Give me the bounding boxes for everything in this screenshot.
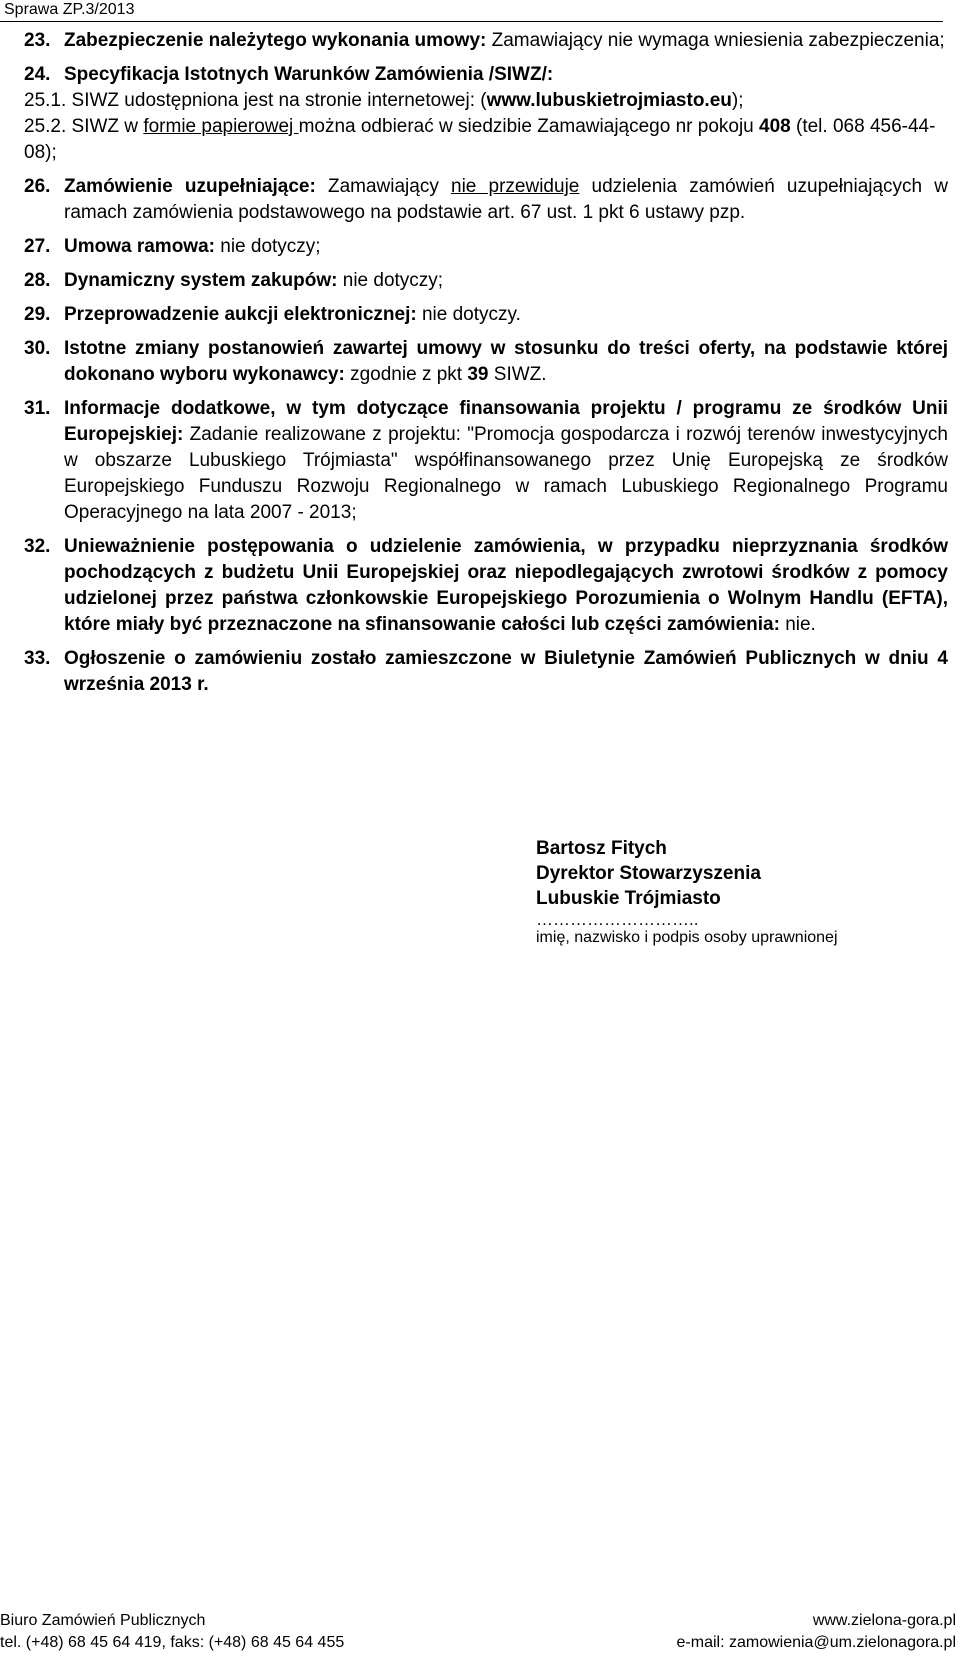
header-divider bbox=[0, 21, 943, 22]
subitem-text: można odbierać w siedzibie Zamawiającego nr pokoju bbox=[298, 116, 760, 137]
website-link[interactable]: www.lubuskietrojmiasto.eu bbox=[486, 90, 732, 111]
item-number: 31. bbox=[24, 398, 51, 419]
subitem-text: ); bbox=[731, 90, 744, 111]
item-title: Przeprowadzenie aukcji elektronicznej: bbox=[64, 304, 417, 325]
subitem-text: (tel. 068 456-44-08); bbox=[24, 116, 936, 163]
item-title: Istotne zmiany postanowień zawartej umowy w stosunku do treści oferty, na podstawie której dokonano wyboru wykonawcy: bbox=[64, 338, 948, 385]
signature-block bbox=[536, 836, 838, 949]
room-number: 408 bbox=[759, 116, 791, 137]
footer-website-link[interactable]: www.zielona-gora.pl bbox=[812, 1612, 956, 1629]
point-reference: 39 bbox=[467, 364, 489, 385]
item-number: 28. bbox=[24, 270, 51, 291]
list-item bbox=[24, 534, 948, 638]
item-title: Zamówienie uzupełniające: bbox=[64, 176, 316, 197]
list-item bbox=[24, 646, 948, 698]
item-number: 24. bbox=[24, 64, 51, 85]
item-number: 26. bbox=[24, 176, 51, 197]
page-footer bbox=[0, 1610, 956, 1654]
document-reference: Sprawa ZP.3/2013 bbox=[4, 1, 135, 18]
item-text: zgodnie z pkt bbox=[344, 364, 468, 385]
item-title: Ogłoszenie o zamówieniu zostało zamieszczone w Biuletynie Zamówień Publicznych w dniu 4 września 2013 r. bbox=[64, 648, 948, 695]
subitem-text: 25.1. SIWZ udostępniona jest na stronie internetowej: ( bbox=[24, 90, 487, 111]
item-title: Umowa ramowa: bbox=[64, 236, 215, 257]
item-text: Zadanie realizowane z projektu: "Promocja gospodarcza i rozwój terenów inwestycyjnych w obszarze Lubuskiego Trójmiasta" współfinansowanego przez Unię Europejską ze środków Europejskiego Funduszu Rozwoju Regionalnego w ramach Lubuskiego Regionalnego Programu Operacyjnego na lata 2007 - 2013; bbox=[64, 424, 948, 523]
item-number: 30. bbox=[24, 338, 51, 359]
list-item bbox=[24, 268, 948, 294]
item-text: nie dotyczy. bbox=[416, 304, 521, 325]
item-text: nie. bbox=[779, 614, 816, 635]
list-item bbox=[24, 62, 948, 166]
signature-line: ……………………….. bbox=[536, 910, 699, 929]
item-title: Informacje dodatkowe, w tym dotyczące finansowania projektu / programu ze środków Unii Europejskiej: bbox=[64, 398, 948, 445]
footer-email-link[interactable]: e-mail: zamowienia@um.zielonagora.pl bbox=[676, 1634, 956, 1651]
footer-phone: tel. (+48) 68 45 64 419, faks: (+48) 68 45 64 455 bbox=[0, 1634, 345, 1651]
document-body bbox=[24, 28, 948, 706]
signatory-name: Bartosz Fitych bbox=[536, 838, 667, 859]
item-number: 33. bbox=[24, 648, 51, 669]
subitem-text: 25.2. SIWZ w bbox=[24, 116, 144, 137]
item-text: SIWZ. bbox=[488, 364, 547, 385]
subitem bbox=[24, 88, 948, 114]
list-item bbox=[24, 336, 948, 388]
item-number: 32. bbox=[24, 536, 51, 557]
signatory-role: Dyrektor Stowarzyszenia bbox=[536, 863, 761, 884]
item-title: Zabezpieczenie należytego wykonania umowy: bbox=[64, 30, 487, 51]
underlined-text: formie papierowej bbox=[143, 116, 299, 137]
item-text: nie dotyczy; bbox=[214, 236, 321, 257]
list-item bbox=[24, 302, 948, 328]
item-number: 27. bbox=[24, 236, 51, 257]
item-title: Dynamiczny system zakupów: bbox=[64, 270, 338, 291]
item-number: 29. bbox=[24, 304, 51, 325]
list-item bbox=[24, 234, 948, 260]
item-text: nie dotyczy; bbox=[337, 270, 444, 291]
subitem bbox=[24, 114, 948, 166]
item-title: Unieważnienie postępowania o udzielenie zamówienia, w przypadku nieprzyznania środków pochodzących z budżetu Unii Europejskiej oraz niepodlegających zwrotowi środków z pomocy udzielonej przez państwa członkowskie Europejskiego Porozumienia o Wolnym Handlu (EFTA), które miały być przeznaczone na sfinansowanie całości lub części zamówienia: bbox=[64, 536, 948, 635]
signature-caption: imię, nazwisko i podpis osoby uprawnionej bbox=[536, 929, 838, 946]
item-text: Zamawiający bbox=[315, 176, 452, 197]
item-title: Specyfikacja Istotnych Warunków Zamówienia /SIWZ/: bbox=[64, 64, 554, 85]
list-item bbox=[24, 396, 948, 526]
footer-office: Biuro Zamówień Publicznych bbox=[0, 1612, 206, 1629]
underlined-text: nie przewiduje bbox=[451, 176, 580, 197]
list-item bbox=[24, 28, 948, 54]
list-item bbox=[24, 174, 948, 226]
signatory-organization: Lubuskie Trójmiasto bbox=[536, 888, 721, 909]
item-number: 23. bbox=[24, 30, 51, 51]
item-text: Zamawiający nie wymaga wniesienia zabezpieczenia; bbox=[486, 30, 945, 51]
item-text: udzielenia zamówień uzupełniających w ramach zamówienia podstawowego na podstawie art. 67 ust. 1 pkt 6 ustawy pzp. bbox=[64, 176, 949, 223]
